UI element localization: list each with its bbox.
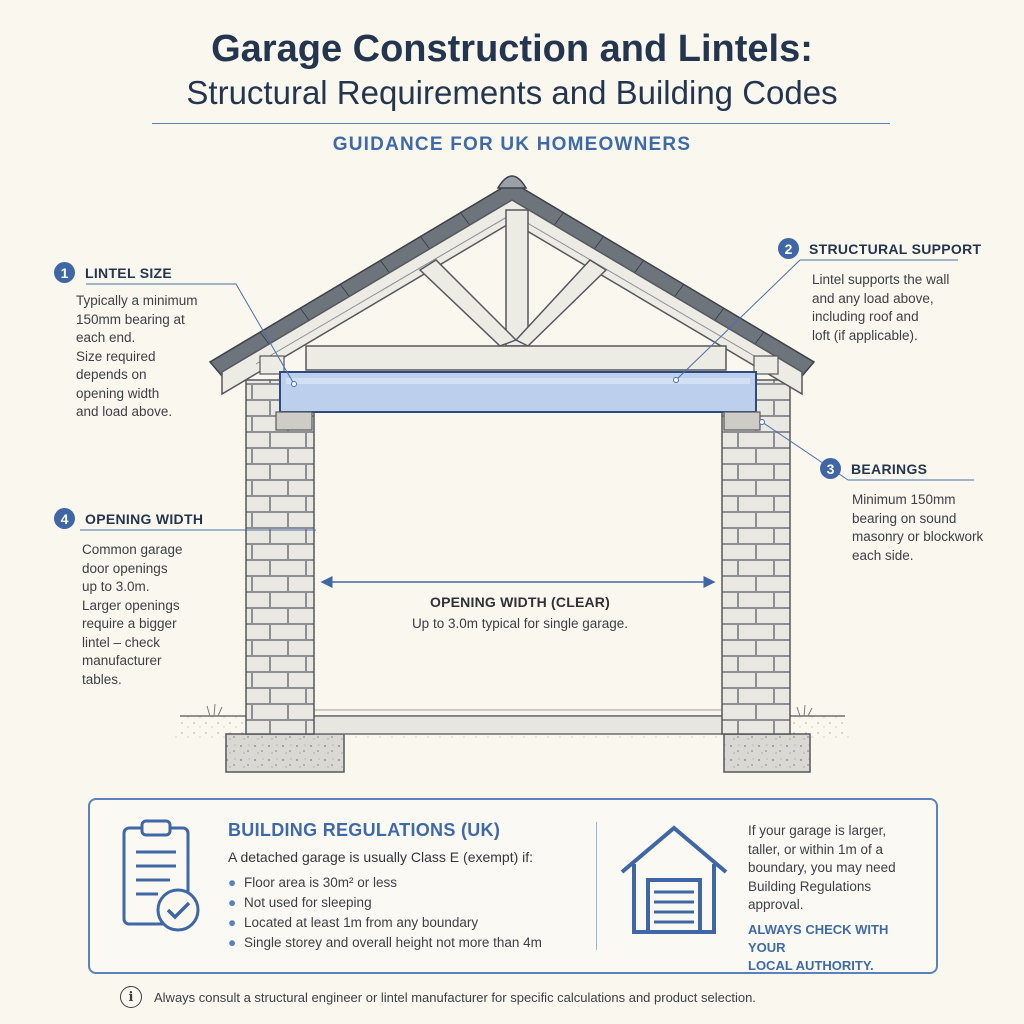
garage-icon (616, 820, 732, 938)
list-item: ● Floor area is 30m² or less (228, 875, 398, 890)
callout-number: 3 (820, 458, 841, 479)
list-item: ● Located at least 1m from any boundary (228, 915, 479, 930)
list-item: ● Not used for sleeping (228, 895, 372, 910)
left-footing (226, 734, 344, 772)
callout-body: Minimum 150mm bearing on sound masonry or blockwork each side. (852, 492, 984, 563)
callout-title: STRUCTURAL SUPPORT (809, 240, 982, 257)
regulations-intro: A detached garage is usually Class E (exempt) if: (228, 849, 534, 865)
regulations-list (228, 873, 542, 953)
callout-opening-width (54, 508, 224, 689)
info-icon: i (120, 986, 142, 1008)
right-footing (724, 734, 810, 772)
callout-body: Lintel supports the wall and any load above, including roof and loft (if applicable). (812, 272, 950, 343)
left-block-wall (246, 380, 314, 734)
building-regulations-panel (88, 798, 938, 974)
callout-number: 4 (54, 508, 75, 529)
roof-structure (210, 176, 814, 394)
right-bearing (724, 412, 760, 430)
right-block-wall (722, 380, 790, 734)
title-line-1: Garage Construction and Lintels: (211, 28, 813, 70)
callout-number: 1 (54, 262, 75, 283)
footer-disclaimer (120, 986, 756, 1008)
page-subtitle: GUIDANCE FOR UK HOMEOWNERS (332, 134, 692, 155)
callout-body: Typically a minimum 150mm bearing at each end. Size required depends on opening width and load above. (76, 293, 198, 419)
callout-body: Common garage door openings up to 3.0m. Larger openings require a bigger lintel – check manufacturer tables. (82, 542, 183, 687)
title-line-2: Structural Requirements and Building Codes (186, 74, 838, 111)
opening-width-note: Up to 3.0m typical for single garage. (411, 616, 629, 631)
callout-bearings (820, 458, 1010, 565)
callout-title: OPENING WIDTH (85, 510, 204, 527)
clipboard-check-icon (120, 818, 202, 938)
callout-lintel-size (54, 262, 224, 422)
footer-text: Always consult a structural engineer or lintel manufacturer for specific calculations and product selection. (154, 989, 756, 1005)
opening-width-label (330, 594, 710, 631)
callout-title: BEARINGS (851, 460, 928, 477)
regulations-title: BUILDING REGULATIONS (UK) (228, 820, 501, 840)
regulations-approval-note: If your garage is larger, taller, or within 1m of a boundary, you may need Building Regulations approval. ALWAYS CHECK WITH YOUR LOCAL AUTHORITY. (748, 822, 928, 975)
left-bearing (276, 412, 312, 430)
callout-number: 2 (778, 238, 799, 259)
opening-width-title: OPENING WIDTH (CLEAR) (430, 594, 610, 610)
panel-divider (596, 822, 597, 950)
callout-structural-support (778, 238, 998, 345)
floor-slab (290, 716, 750, 734)
list-item: ● Single storey and overall height not more than 4m (228, 935, 542, 950)
callout-title: LINTEL SIZE (85, 264, 173, 281)
local-authority-warning: ALWAYS CHECK WITH YOUR LOCAL AUTHORITY. (748, 921, 889, 973)
